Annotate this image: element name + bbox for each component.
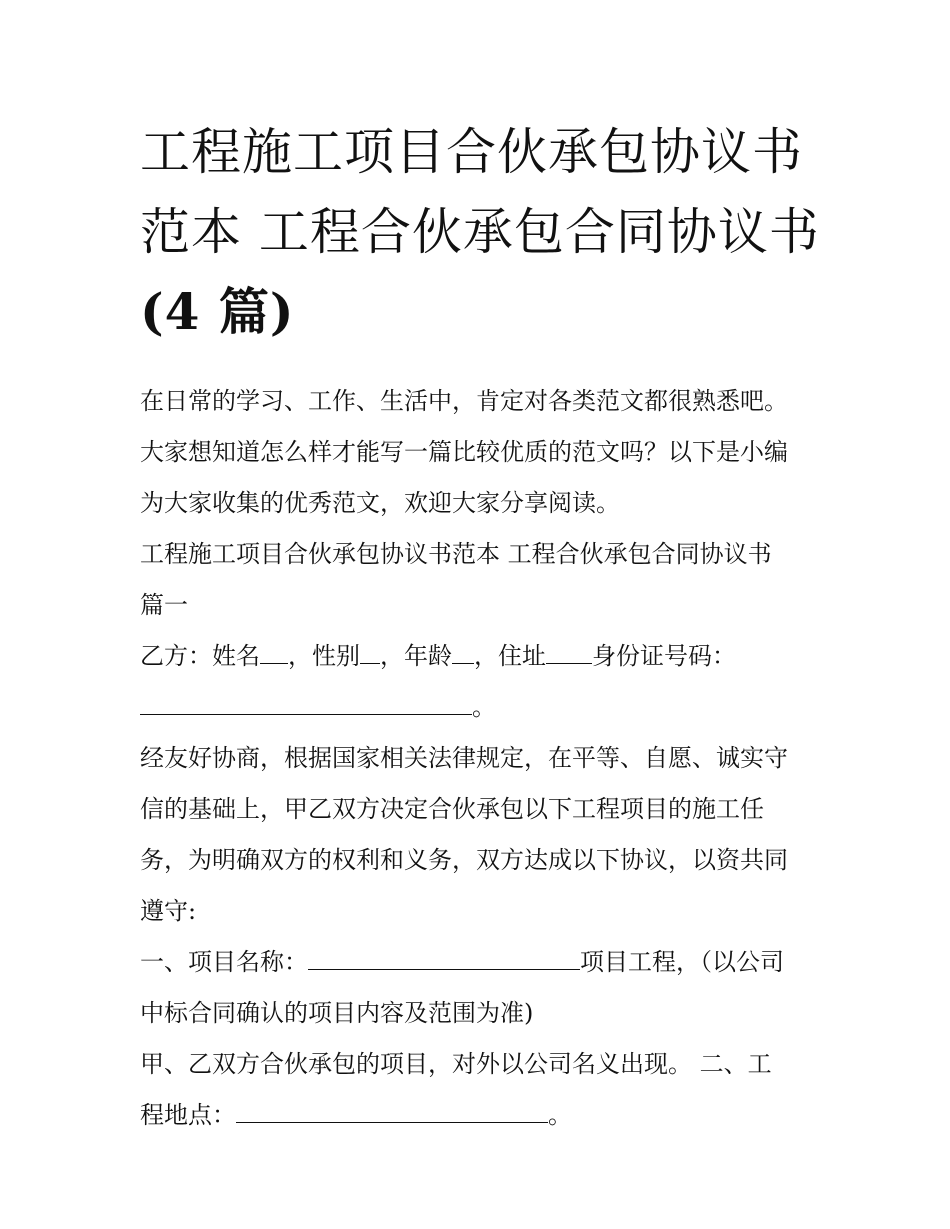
project-name-suffix: 项目工程，（以公司 [580,948,784,976]
intro-line: 为大家收集的优秀范文，欢迎大家分享阅读。 [140,489,620,517]
paragraph-line: 遵守: [140,897,197,925]
intro-line: 在日常的学习、工作、生活中，肯定对各类范文都很熟悉吧。 [140,387,788,415]
title-line: 范本 工程合伙承包合同协议书 [140,203,820,261]
document-title [140,112,820,352]
party-b-label: 乙方：姓名 [140,642,260,670]
paragraph-line: 务，为明确双方的权利和义务，双方达成以下协议，以资共同 [140,846,788,874]
id-label: 身份证号码： [592,642,736,670]
address-blank [546,641,592,664]
line-end: 。 [548,1101,572,1129]
gender-blank [360,641,380,664]
age-label: ，年龄 [380,642,452,670]
project-location-blank [236,1100,548,1123]
title-line: (4 篇) [140,282,295,341]
project-location-label: 程地点： [140,1101,236,1129]
party-b-line [140,631,820,682]
project-name-label: 一、项目名称： [140,948,308,976]
title-line: 工程施工项目合伙承包协议书 [140,123,803,181]
id-number-line [140,682,820,733]
id-number-blank [140,692,472,715]
paragraph-line: 甲、乙双方合伙承包的项目，对外以公司名义出现。 二、工 [140,1050,772,1078]
subtitle-line: 工程施工项目合伙承包协议书范本 工程合伙承包合同协议书 [140,540,772,568]
age-blank [452,641,474,664]
address-label: ，住址 [474,642,546,670]
document-page [140,112,820,1141]
intro-line: 大家想知道怎么样才能写一篇比较优质的范文吗？以下是小编 [140,438,788,466]
paragraph-line: 经友好协商，根据国家相关法律规定，在平等、自愿、诚实守 [140,744,788,772]
line-end: 。 [472,693,496,721]
paragraph-line: 信的基础上，甲乙双方决定合伙承包以下工程项目的施工任 [140,795,764,823]
project-scope-line: 中标合同确认的项目内容及范围为准) [140,999,534,1027]
project-name-line [140,937,820,988]
gender-label: ，性别 [288,642,360,670]
project-location-line [140,1090,820,1141]
project-name-blank [308,947,580,970]
subtitle-line: 篇一 [140,591,188,619]
document-body [140,376,820,1141]
name-blank [260,641,288,664]
